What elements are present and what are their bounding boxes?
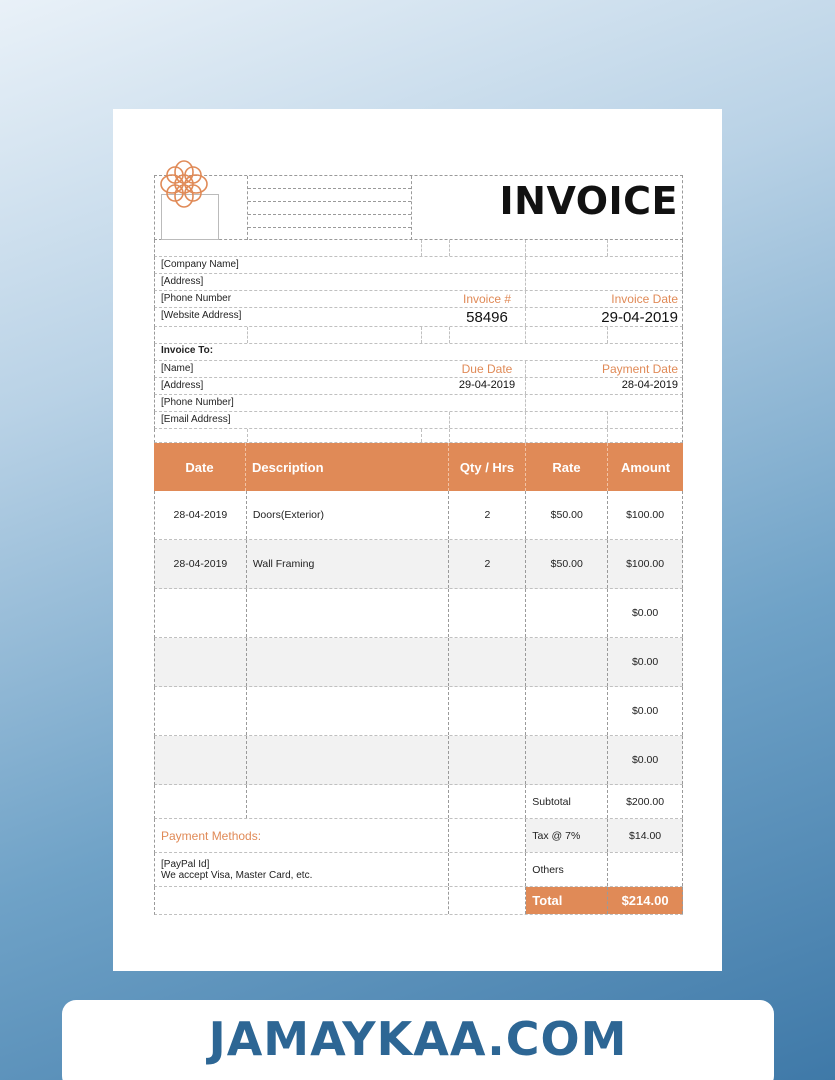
payment-methods-info <box>155 853 449 886</box>
total-value: $214.00 <box>608 887 683 914</box>
item-amount: $100.00 <box>608 491 683 539</box>
others-label: Others <box>526 853 608 886</box>
spacer-row <box>154 429 683 443</box>
item-qty: 2 <box>449 540 526 588</box>
invoice-date: 29-04-2019 <box>601 309 678 326</box>
item-date: 28-04-2019 <box>155 491 247 539</box>
others-value <box>608 853 683 886</box>
invoice-number-label: Invoice # <box>462 292 512 306</box>
payment-methods-label: Payment Methods: <box>155 819 449 852</box>
column-header-qty: Qty / Hrs <box>449 443 526 491</box>
spacer-row <box>154 240 683 257</box>
invoice-paper <box>113 109 722 971</box>
item-rate <box>526 687 608 735</box>
accepted-cards-text: We accept Visa, Master Card, etc. <box>161 869 313 881</box>
paypal-id: [PayPal Id] <box>161 858 210 870</box>
item-rate <box>526 589 608 637</box>
spacer-row <box>154 327 683 344</box>
item-qty: 2 <box>449 491 526 539</box>
client-address-row <box>154 378 683 395</box>
item-amount: $0.00 <box>608 589 683 637</box>
item-amount: $0.00 <box>608 638 683 686</box>
client-phone: [Phone Number] <box>161 397 234 408</box>
brand-banner <box>62 1000 774 1080</box>
payment-date: 28-04-2019 <box>621 379 678 391</box>
company-website: [Website Address] <box>161 310 242 321</box>
invoice-title: INVOICE <box>499 179 678 223</box>
client-phone-row <box>154 395 683 412</box>
item-date <box>155 736 247 784</box>
subtotal-row <box>154 785 683 819</box>
company-phone-row <box>154 291 683 308</box>
company-website-row <box>154 308 683 327</box>
client-name: [Name] <box>161 363 194 374</box>
table-row <box>154 638 683 687</box>
due-date-label: Due Date <box>461 362 513 376</box>
item-qty <box>449 687 526 735</box>
invoice-to-row <box>154 344 683 361</box>
item-rate <box>526 638 608 686</box>
invoice-header <box>154 175 683 240</box>
item-description <box>247 589 450 637</box>
tax-label: Tax @ 7% <box>526 819 608 852</box>
total-row <box>154 887 683 915</box>
item-description <box>247 638 450 686</box>
item-qty <box>449 638 526 686</box>
column-header-date: Date <box>154 443 246 491</box>
column-header-description: Description <box>246 443 449 491</box>
company-phone: [Phone Number <box>161 293 232 304</box>
invoice-sheet <box>154 175 683 915</box>
payment-date-label: Payment Date <box>601 362 678 376</box>
client-name-row <box>154 361 683 378</box>
others-row <box>154 853 683 887</box>
client-address: [Address] <box>161 380 204 391</box>
brand-logo-text: JAMAYKAA.COM <box>208 1012 628 1066</box>
client-email: [Email Address] <box>161 414 231 425</box>
table-row <box>154 491 683 540</box>
due-date: 29-04-2019 <box>458 379 516 391</box>
items-table-header <box>154 443 683 491</box>
table-row <box>154 736 683 785</box>
total-label: Total <box>526 887 608 914</box>
company-address-row <box>154 274 683 291</box>
column-header-rate: Rate <box>526 443 608 491</box>
item-qty <box>449 589 526 637</box>
item-amount: $0.00 <box>608 736 683 784</box>
item-amount: $0.00 <box>608 687 683 735</box>
item-qty <box>449 736 526 784</box>
item-rate <box>526 736 608 784</box>
company-address: [Address] <box>161 276 204 287</box>
flower-logo-icon <box>158 158 210 210</box>
subtotal-value: $200.00 <box>608 785 683 818</box>
company-name: [Company Name] <box>161 259 239 270</box>
item-date <box>155 687 247 735</box>
item-rate: $50.00 <box>526 491 608 539</box>
invoice-number: 58496 <box>466 309 508 326</box>
item-date <box>155 638 247 686</box>
header-blank-lines <box>247 176 412 240</box>
item-description: Doors(Exterior) <box>247 491 450 539</box>
tax-value: $14.00 <box>608 819 683 852</box>
table-row <box>154 589 683 638</box>
item-amount: $100.00 <box>608 540 683 588</box>
invoice-to-label: Invoice To: <box>161 345 214 356</box>
item-description <box>247 687 450 735</box>
item-rate: $50.00 <box>526 540 608 588</box>
client-email-row <box>154 412 683 429</box>
invoice-date-label: Invoice Date <box>611 292 678 306</box>
table-row <box>154 540 683 589</box>
company-name-row <box>154 257 683 274</box>
item-description: Wall Framing <box>247 540 450 588</box>
item-date: 28-04-2019 <box>155 540 247 588</box>
subtotal-label: Subtotal <box>526 785 608 818</box>
column-header-amount: Amount <box>620 459 671 475</box>
tax-row <box>154 819 683 853</box>
item-description <box>247 736 450 784</box>
item-date <box>155 589 247 637</box>
table-row <box>154 687 683 736</box>
